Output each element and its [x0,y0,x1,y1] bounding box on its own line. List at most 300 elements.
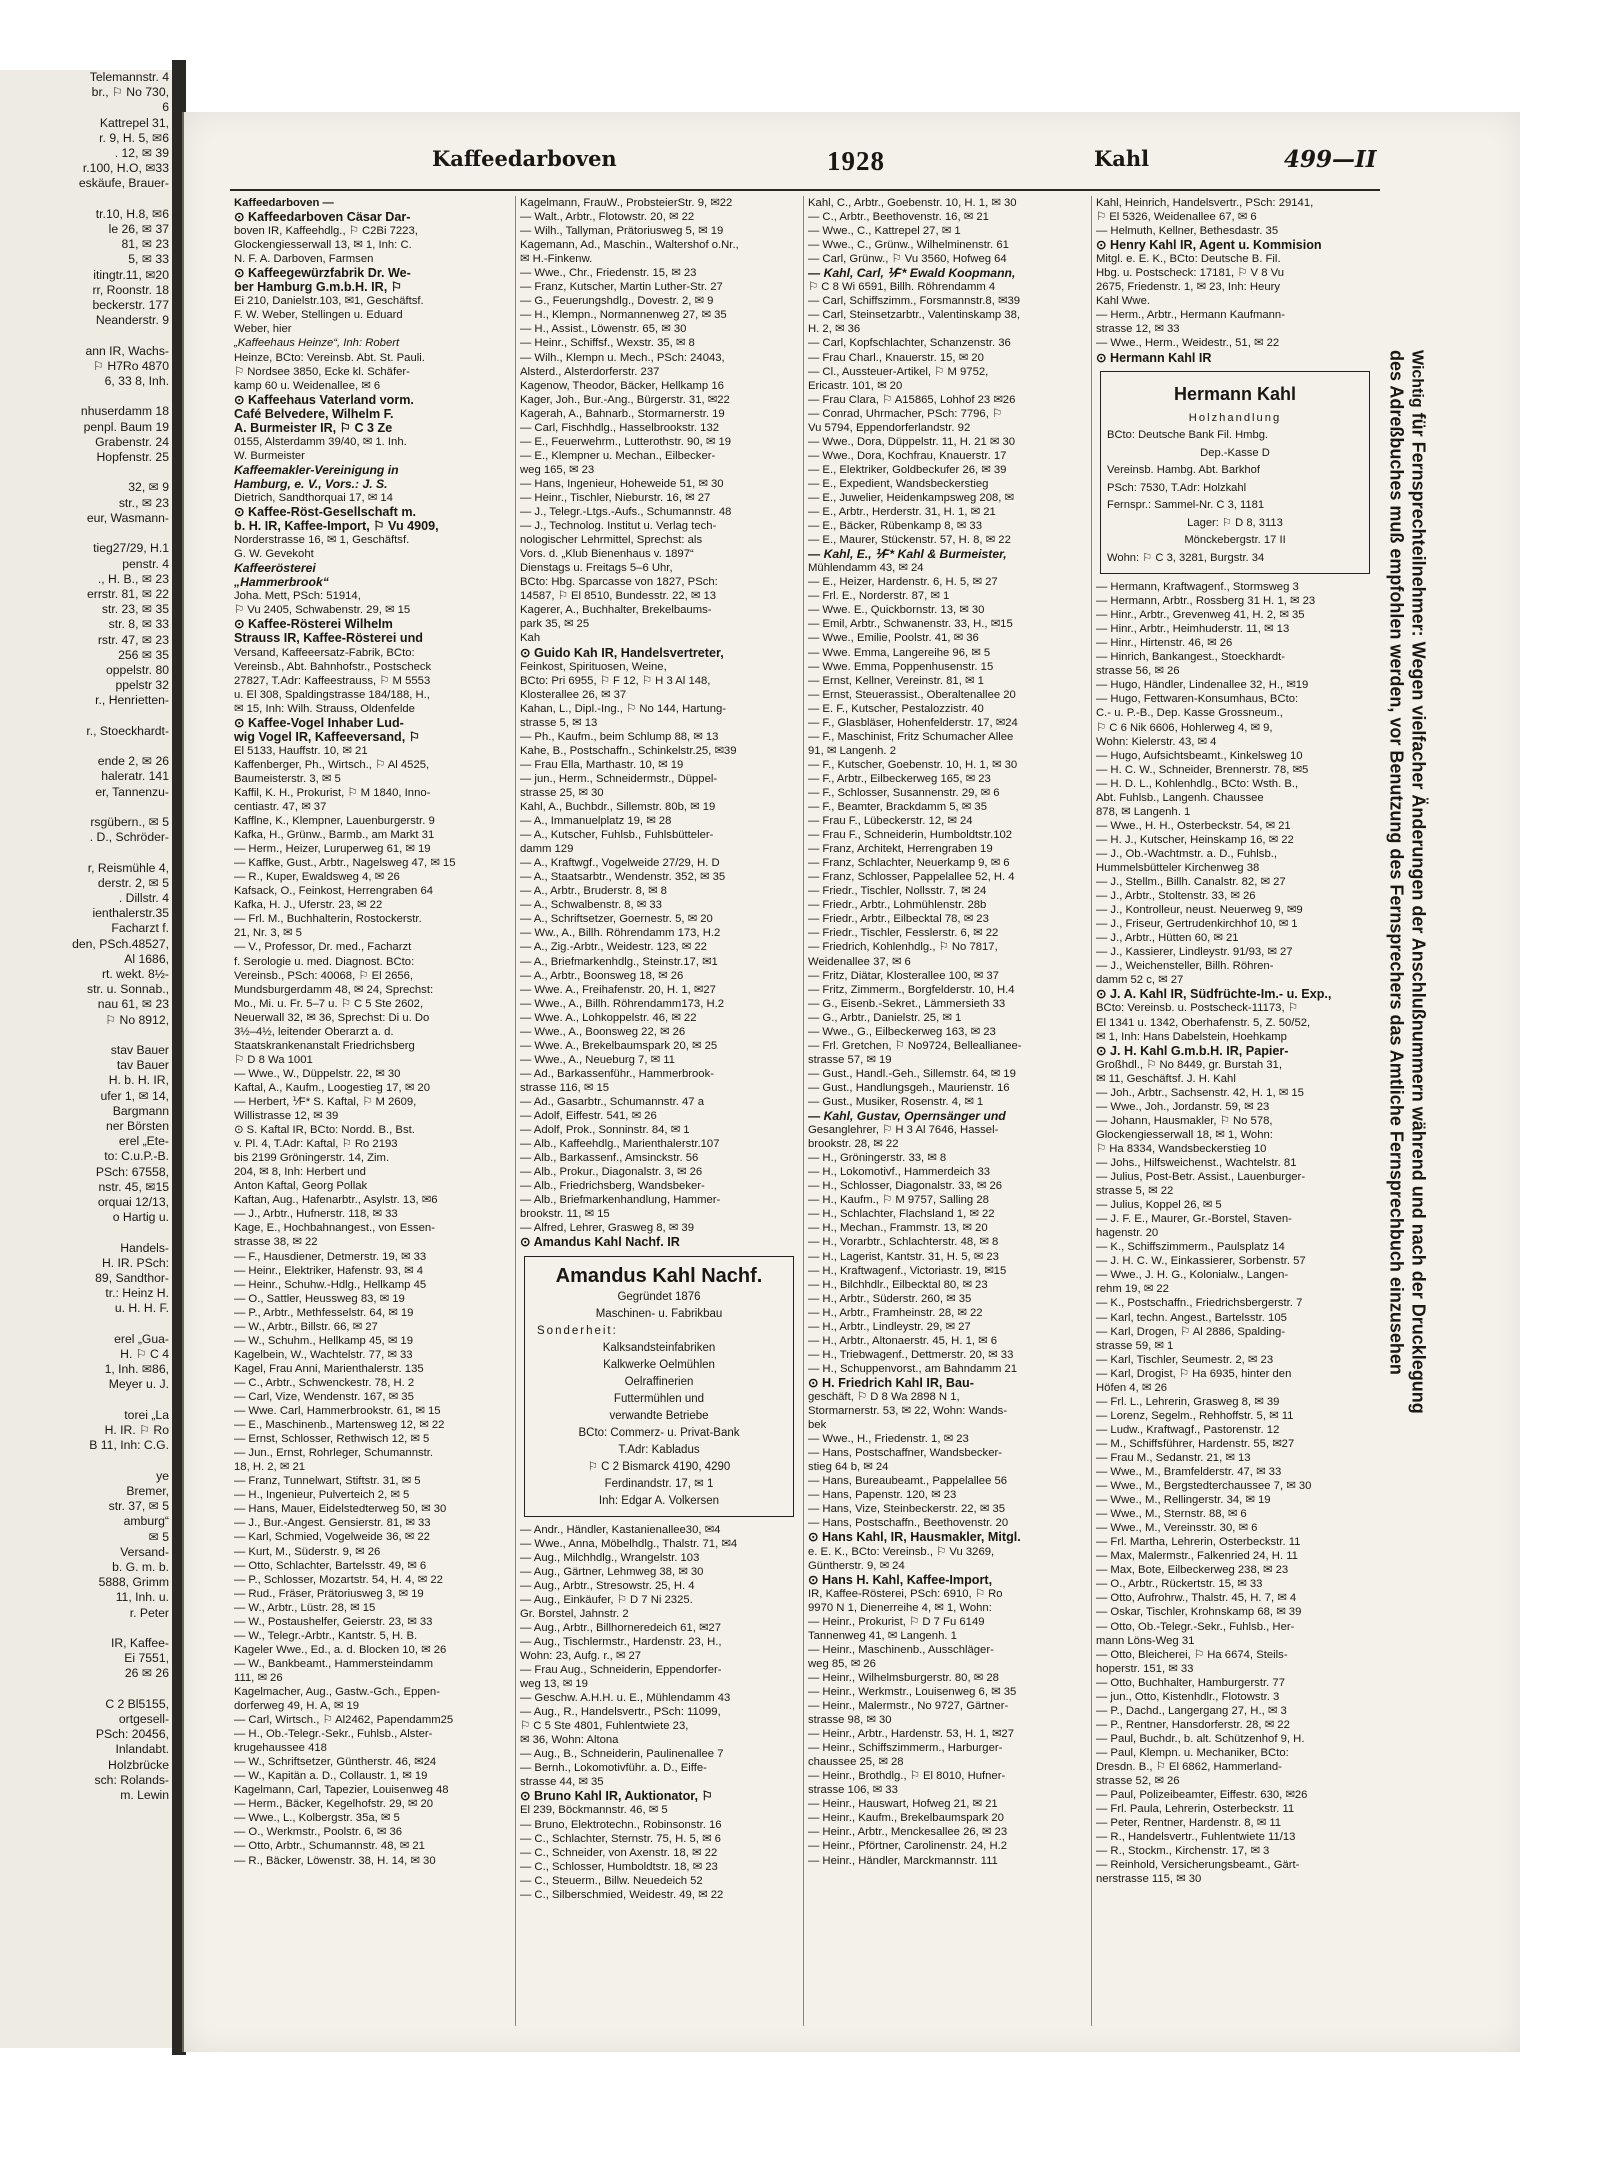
previous-page-line: nau 61, ✉ 23 [97,997,169,1012]
directory-entry-line: — J., Arbtr., Hufnerstr. 118, ✉ 33 [234,1208,398,1221]
previous-page-line [0,1453,172,1468]
directory-entry-line: — Ph., Kaufm., beim Schlump 88, ✉ 13 [520,730,719,743]
previous-page-line: Al 1686, [124,951,169,966]
directory-entry-line: — Kurt, M., Süderstr. 9, ✉ 26 [234,1545,381,1558]
ad-line: Kalkwerke Oelmühlen [603,1358,715,1371]
directory-entry-line: — Aug., Einkäufer, ⚐ D 7 Ni 2325. [520,1593,693,1606]
directory-entry-line: — P., Rentner, Hansdorferstr. 28, ✉ 22 [1096,1718,1290,1731]
previous-page-line: den, PSch.48527, [72,936,169,951]
previous-page-line [0,328,172,343]
directory-entry-line: — Frau Clara, ⚐ A15865, Lohhof 23 ✉26 [808,393,1016,406]
previous-page-line: 32, ✉ 9 [128,480,169,495]
directory-entry-line: — J., Kassierer, Lindleystr. 91/93, ✉ 27 [1096,946,1293,959]
directory-entry-line: Kagel, Frau Anni, Marienthalerstr. 135 [234,1362,424,1375]
directory-entry-line: strasse 12, ✉ 33 [1096,323,1180,336]
directory-entry-line: — Paul, Buchdr., b. alt. Schützenhof 9, H. [1096,1732,1305,1745]
directory-entry-line: — Carl, Vize, Wendenstr. 167, ✉ 35 [234,1390,414,1403]
previous-page-line: 6 [162,100,169,115]
previous-page-line: 89, Sandthor- [95,1271,169,1286]
directory-entry-heading: „Hammerbrook“ [234,575,329,590]
directory-entry-line: — Wwe. A., Lohkoppelstr. 46, ✉ 22 [520,1011,697,1024]
directory-entry-line: — H., Ingenieur, Pulverteich 2, ✉ 5 [234,1489,410,1502]
directory-entry-line: — Hans, Mauer, Eidelstedterweg 50, ✉ 30 [234,1503,447,1516]
previous-page-line: Meyer u. J. [108,1377,169,1392]
ad-line: Fernspr.: Sammel-Nr. C 3, 1181 [1107,499,1265,512]
directory-entry-line: — Aug., Arbtr., Billhorneredeich 61, ✉27 [520,1621,721,1634]
previous-page-line: m. Lewin [120,1787,169,1802]
directory-entry-line: — E., Klempner u. Mechan., Eilbecker- [520,449,716,462]
ad-line: BCto: Commerz- u. Privat-Bank [578,1426,740,1439]
directory-entry-line: — Johann, Hausmakler, ⚐ No 578, [1096,1114,1273,1127]
previous-page-line: nstr. 45, ✉15 [98,1179,169,1194]
directory-entry-line: ⚐ Vu 2405, Schwabenstr. 29, ✉ 15 [234,604,411,617]
previous-page-line: ., H. B., ✉ 23 [97,571,169,586]
directory-entry-line: Kagemann, Ad., Maschin., Waltershof o.Nr., [520,239,739,252]
previous-page-line [0,526,172,541]
directory-entry-line: Glockengiesserwall 13, ✉ 1, Inh: C. [234,239,412,252]
directory-entry-line: — Walt., Arbtr., Flotowstr. 20, ✉ 22 [520,211,695,224]
previous-page-line: Versand- [120,1544,169,1559]
ad-line: T.Adr: Kabladus [618,1443,700,1456]
directory-entry-line: H. 2, ✉ 36 [808,323,861,336]
directory-entry-line: ✉ 36, Wohn: Altona [520,1734,619,1747]
previous-page-line: ppelstr 32 [115,678,169,693]
directory-entry-line: — Paul, Polizeibeamter, Eiffestr. 630, ✉26 [1096,1789,1308,1802]
directory-entry-line: ⚐ C 8 Wi 6591, Billh. Röhrendamm 4 [808,281,996,294]
directory-entry-line: — Ernst, Kellner, Vereinstr. 81, ✉ 1 [808,674,984,687]
previous-page-line: 1, Inh. ✉86, [104,1362,169,1377]
directory-entry-line: — Ludw., Kraftwagf., Pastorenstr. 12 [1096,1423,1280,1436]
previous-page-line: Ei 7551, [124,1651,169,1666]
directory-entry-line: — E., Maurer, Stückenstr. 57, H. 8, ✉ 22 [808,534,1011,547]
previous-page-line: str. 8, ✉ 33 [108,617,169,632]
directory-entry-line: Kagelmacher, Aug., Gastw.-Gch., Eppen- [234,1685,440,1698]
previous-page-line: IR, Kaffee- [110,1635,169,1650]
directory-entry-line: — Lorenz, Segelm., Rehhoffstr. 5, ✉ 11 [1096,1409,1294,1422]
previous-page-line: rt. wekt. 8½- [101,966,169,981]
previous-page-line: ienthalerstr.35 [92,906,169,921]
directory-entry-line: Vereinsb., PSch: 40068, ⚐ El 2656, [234,969,414,982]
directory-entry-line: — H., Kaufm., ⚐ M 9757, Salling 28 [808,1194,989,1207]
directory-entry-heading: Kaffeemakler-Vereinigung in [234,462,399,477]
previous-page-line: 81, ✉ 23 [121,237,169,252]
directory-entry-line: — O., Arbtr., Rückertstr. 15, ✉ 33 [1096,1578,1263,1591]
directory-entry-line: — Wwe., M., Vereinsstr. 30, ✉ 6 [1096,1522,1258,1535]
header-right-keyword: Kahl [1094,146,1150,171]
directory-entry-line: — Otto, Arbtr., Schumannstr. 48, ✉ 21 [234,1840,425,1853]
previous-page-line: B 11, Inh: C.G. [89,1438,169,1453]
directory-entry-line: — Carl, Schiffszimm., Forsmannstr.8, ✉39 [808,295,1021,308]
directory-entry-line: geschäft, ⚐ D 8 Wa 2898 N 1, [808,1390,960,1403]
previous-page-line: oppelstr. 80 [105,662,169,677]
directory-entry-line: — Carl, Grünw., ⚐ Vu 3560, Hofweg 64 [808,253,1007,266]
directory-entry-line: ⚐ C 6 Nik 6606, Hohlerweg 4, ✉ 9, [1096,721,1273,734]
previous-page-line: 256 ✉ 35 [118,647,169,662]
directory-entry-line: — Hans, Vize, Steinbeckerstr. 22, ✉ 35 [808,1503,1006,1516]
directory-entry-line: — Paul, Klempn. u. Mechaniker, BCto: [1096,1746,1289,1759]
notice-keyword: Wichtig [1408,350,1426,408]
directory-entry-line: — A., Arbtr., Boonsweg 18, ✉ 26 [520,969,684,982]
directory-entry-line: ✉ H.-Finkenw. [520,253,593,266]
advertisement-hermann-kahl [1100,371,1370,575]
directory-entry-line: Tannenweg 41, ✉ Langenh. 1 [808,1629,957,1642]
previous-page-line: rr, Roonstr. 18 [92,282,169,297]
directory-entry-line: u. El 308, Spaldingstrasse 184/188, H., [234,688,430,701]
directory-entry-line: — H. C. W., Schneider, Brennerstr. 78, ✉5 [1096,763,1309,776]
directory-entry-heading: ⊙ Hans Kahl, IR, Hausmakler, Mitgl. [808,1530,1021,1545]
directory-entry-heading: ⊙ Henry Kahl IR, Agent u. Kommision [1096,238,1322,253]
previous-page-line: Handels- [120,1240,169,1255]
directory-entry-line: Wohn: Kielerstr. 43, ✉ 4 [1096,735,1217,748]
directory-entry-line: — H., Arbtr., Altonaerstr. 45, H. 1, ✉ 6 [808,1334,998,1347]
directory-entry-line: brookstr. 11, ✉ 15 [520,1208,610,1221]
directory-entry-line: El 5133, Hauffstr. 10, ✉ 21 [234,744,368,757]
directory-entry-line: — A., Schriftsetzer, Goernestr. 5, ✉ 20 [520,913,713,926]
directory-entry-line: — H. D. L., Kohlenhdlg., BCto: Wsth. B., [1096,777,1299,790]
directory-entry-line: strasse 106, ✉ 33 [808,1784,898,1797]
directory-entry-line: — Frl. L., Lehrerin, Grasweg 8, ✉ 39 [1096,1395,1280,1408]
directory-entry-line: f. Serologie u. med. Diagnost. BCto: [234,955,415,968]
previous-page-line: rstr. 47, ✉ 23 [97,632,169,647]
directory-entry-line: — Herm., Heizer, Luruperweg 61, ✉ 19 [234,843,431,856]
column-3 [808,196,1086,1868]
directory-entry-line: — Herbert, ⅟F* S. Kaftal, ⚐ M 2609, [234,1096,417,1108]
directory-entry-line: Heinze, BCto: Vereinsb. Abt. St. Pauli. [234,351,425,364]
directory-entry-heading: ⊙ Hermann Kahl IR [1096,350,1212,365]
advertisement-amandus-kahl [524,1256,794,1517]
directory-entry-line: — Ww., A., Billh. Röhrendamm 173, H.2 [520,927,721,940]
directory-entry-line: — Heinr., Arbtr., Hardenstr. 53, H. 1, ✉27 [808,1728,1014,1741]
directory-entry-line: — Karl, Tischler, Seumestr. 2, ✉ 23 [1096,1353,1274,1366]
directory-entry-line: — F., Schlosser, Susannenstr. 29, ✉ 6 [808,786,1000,799]
directory-entry-line: — Bruno, Elektrotechn., Robinsonstr. 16 [520,1818,722,1831]
ad-line: Futtermühlen und [613,1392,705,1405]
directory-entry-line: W. Burmeister [234,449,305,462]
directory-page [182,112,1520,2052]
directory-entry-line: — H., Mechan., Frammstr. 13, ✉ 20 [808,1222,988,1235]
directory-entry-line: — H., Gröningerstr. 33, ✉ 8 [808,1152,947,1165]
ad-founded: Gegründet 1876 [617,1290,701,1303]
directory-entry-line: — Karl, Drogist, ⚐ Ha 6935, hinter den [1096,1367,1292,1380]
directory-entry-line: bek [808,1419,827,1432]
directory-entry-line: — W., Bankbeamt., Hammersteindamm [234,1657,434,1670]
directory-entry-line: — Wwe., A., Neueburg 7, ✉ 11 [520,1053,675,1066]
directory-entry-line: Norderstrasse 16, ✉ 1, Geschäftsf. [234,534,410,547]
directory-entry-line: — Heinr., Maschinenb., Ausschläger- [808,1643,994,1656]
ad-line: Inh: Edgar A. Volkersen [598,1494,720,1507]
directory-entry-line: — Johs., Hilfsweichenst., Wachtelstr. 81 [1096,1156,1297,1169]
directory-entry-line: — F., Glasbläser, Hohenfelderstr. 17, ✉24 [808,716,1018,729]
directory-entry-line: — J., Ob.-Wachtmstr. a. D., Fuhlsb., [1096,847,1277,860]
directory-entry-line: ✉ 1, Inh: Hans Dabelstein, Hoehkamp [1096,1030,1287,1043]
directory-entry-line: — Wwe., L., Kolbergstr. 35a, ✉ 5 [234,1812,400,1825]
directory-entry-line: Stormarnerstr. 53, ✉ 22, Wohn: Wands- [808,1405,1008,1418]
directory-entry-heading: ⊙ Kaffee-Röst-Gesellschaft m. [234,505,417,520]
previous-page-line: br., ⚐ No 730, [91,85,169,100]
directory-entry-line: Kahl, A., Buchbdr., Sillemstr. 80b, ✉ 19 [520,801,716,814]
previous-page-line [0,800,172,815]
directory-entry-line: — Franz, Schlachter, Neuerkamp 9, ✉ 6 [808,857,1010,870]
directory-entry-line: — Wwe. A., Brekelbaumspark 20, ✉ 25 [520,1039,718,1052]
directory-entry-line: mann Löns-Weg 31 [1096,1634,1195,1647]
previous-page-line: u. H. H. F. [114,1301,169,1316]
directory-entry-line: nologischer Lehrmittel, Sprechst: als [520,534,703,547]
directory-entry-heading: ⊙ Hans H. Kahl, Kaffee-Import, [808,1572,993,1587]
previous-page-line: str., ✉ 23 [118,495,169,510]
directory-entry-line: Mo., Mi. u. Fr. 5–7 u. ⚐ C 5 Ste 2602, [234,997,424,1010]
previous-page-line: Telemannstr. 4 [89,70,169,84]
previous-page-line: b. G. m. b. [112,1559,169,1574]
directory-entry-line: — E., Bäcker, Rübenkamp 8, ✉ 33 [808,520,982,533]
directory-entry-line: — Heinr., Werkmstr., Louisenweg 6, ✉ 35 [808,1685,1017,1698]
directory-entry-line: — R., Kuper, Ewaldsweg 4, ✉ 26 [234,871,400,884]
directory-entry-line: — Hans, Papenstr. 120, ✉ 23 [808,1489,957,1502]
previous-page-line: Holzbrücke [108,1757,169,1772]
directory-entry-line: — A., Kraftwgf., Vogelweide 27/29, H. D [520,857,720,870]
directory-entry-line: — H., Arbtr., Framheinstr. 28, ✉ 22 [808,1306,983,1319]
directory-entry-line: — Alb., Barkassenf., Amsinckstr. 56 [520,1152,699,1165]
ad-line: Dep.-Kasse D [1200,446,1270,459]
previous-page-line: Hopfenstr. 25 [96,450,169,465]
directory-entry-line: — Helmuth, Kellner, Bethesdastr. 35 [1096,225,1279,238]
directory-entry-line: — Cl., Aussteuer-Artikel, ⚐ M 9752, [808,365,989,378]
directory-entry-line: hagenstr. 20 [1096,1227,1159,1240]
directory-entry-line: — Wwe., Dora, Kochfrau, Knauerstr. 17 [808,449,1007,462]
directory-entry-line: 111, ✉ 26 [234,1671,283,1684]
previous-page-line: ⚐ H7Ro 4870 [93,358,169,373]
previous-page-line: . 12, ✉ 39 [114,146,169,161]
directory-entry-line: — G., Feuerungshdlg., Dovestr. 2, ✉ 9 [520,295,714,308]
directory-entry-line: — Heinr., Schiffszimmerm., Harburger- [808,1742,1003,1755]
previous-page-line [0,709,172,724]
directory-entry-line: Glockengiesserwall 18, ✉ 1, Wohn: [1096,1128,1273,1141]
directory-entry-line: — Heinr., Händler, Marckmannstr. 111 [808,1854,998,1867]
directory-entry-line: — Gust., Handl.-Geh., Sillemstr. 64, ✉ 19 [808,1067,1016,1080]
directory-entry-line: Kagerer, A., Buchhalter, Brekelbaums- [520,604,712,617]
directory-entry-line: — H., Assist., Löwenstr. 65, ✉ 30 [520,323,687,336]
previous-page-line: 26 ✉ 26 [124,1666,169,1681]
directory-entry-line: — Wwe., C., Kattrepel 27, ✉ 1 [808,225,961,238]
previous-page-line: r., Henrietten- [95,693,169,708]
directory-entry-line: — Wwe., M., Bramfelderstr. 47, ✉ 33 [1096,1466,1282,1479]
directory-entry-line: — Aug., Arbtr., Stresowstr. 25, H. 4 [520,1579,695,1592]
previous-page-line: Inlandabt. [115,1742,169,1757]
directory-entry-line: — Wwe., M., Sternstr. 88, ✉ 6 [1096,1508,1247,1521]
previous-page-line: erel „Ete- [118,1134,169,1149]
previous-page-line: sch: Rolands- [94,1772,169,1787]
directory-entry-line: Kagelmann, Carl, Tapezier, Louisenweg 48 [234,1784,449,1797]
column-divider [1091,196,1092,2026]
directory-entry-line: Dienstags u. Freitags 5–6 Uhr, [520,562,673,575]
directory-entry-line: — Franz, Schlosser, Pappelallee 52, H. 4 [808,871,1015,884]
directory-entry-line: Ericastr. 101, ✉ 20 [808,379,903,392]
directory-entry-line: — C., Schlosser, Humboldtstr. 18, ✉ 23 [520,1860,718,1873]
directory-entry-line: C.- u. P.-B., Dep. Kasse Grossneum., [1096,707,1283,720]
previous-page-line: ✉ 5 [148,1529,169,1544]
directory-entry-line: 204, ✉ 8, Inh: Herbert und [234,1166,366,1179]
directory-entry-line: 2675, Friedenstr. 1, ✉ 23, Inh: Heury [1096,281,1281,294]
directory-entry-line: 91, ✉ Langenh. 2 [808,744,896,757]
directory-entry-line: Kaftal, A., Kaufm., Loogestieg 17, ✉ 20 [234,1081,430,1094]
directory-entry-line: damm 52 c, ✉ 27 [1096,974,1184,987]
directory-entry-line: Kaffil, K. H., Prokurist, ⚐ M 1840, Inno- [234,786,431,799]
directory-entry-line: — Heinr., Schiffsf., Wexstr. 35, ✉ 8 [520,337,695,350]
directory-entry-line: e. E. K., BCto: Vereinsb., ⚐ Vu 3269, [808,1545,995,1558]
directory-entry-line: — A., Zig.-Arbtr., Weidestr. 123, ✉ 22 [520,941,707,954]
directory-entry-line: Kafsack, O., Feinkost, Herrengraben 64 [234,885,434,898]
directory-entry-line: BCto: Vereinsb. u. Postscheck-11173, ⚐ [1096,1002,1298,1015]
directory-entry-line: — Wwe., Dora, Düppelstr. 11, H. 21 ✉ 30 [808,435,1016,448]
directory-entry-line: Neuerwall 32, ✉ 36, Sprechst: Di u. Do [234,1011,430,1024]
directory-entry-line: — F., Hausdiener, Detmerstr. 19, ✉ 33 [234,1250,427,1263]
directory-entry-line: v. Pl. 4, T.Adr: Kaftal, ⚐ Ro 2193 [234,1138,398,1151]
directory-entry-line: — J. F. E., Maurer, Gr.-Borstel, Staven- [1096,1213,1292,1226]
directory-entry-line: — H., Arbtr., Lindleystr. 29, ✉ 27 [808,1320,971,1333]
previous-page-line: . Dillstr. 4 [118,890,169,905]
directory-entry-line: BCto: Pri 6955, ⚐ F 12, ⚐ H 3 Al 148, [520,674,711,687]
directory-entry-line: — W., Arbtr., Lüstr. 28, ✉ 15 [234,1601,376,1614]
directory-entry-line: — Andr., Händler, Kastanienallee30, ✉4 [520,1523,721,1536]
directory-entry-line: 878, ✉ Langenh. 1 [1096,805,1191,818]
previous-page-line: beckerstr. 177 [92,298,169,313]
ad-title: Hermann Kahl [1173,383,1297,404]
previous-page-line [0,389,172,404]
previous-page-line: Kattrepel 31, [99,115,169,130]
directory-entry-line: damm 129 [520,843,574,856]
directory-entry-line: — Julius, Post-Betr. Assist., Lauenburger- [1096,1171,1306,1184]
directory-entry-line: Baumeisterstr. 3, ✉ 5 [234,772,341,785]
previous-page-line: ufer 1, ✉ 14, [100,1088,169,1103]
directory-entry-line: — W., Kapitän a. D., Collaustr. 1, ✉ 19 [234,1770,428,1783]
directory-entry-line: Mühlendamm 43, ✉ 24 [808,562,924,575]
directory-entry-line: strasse 57, ✉ 19 [808,1053,892,1066]
directory-entry-line: — Otto, Buchhalter, Hamburgerstr. 77 [1096,1676,1285,1689]
directory-entry-line: — H., Ob.-Telegr.-Sekr., Fuhlsb., Alster- [234,1728,433,1741]
directory-entry-line: — R., Stockm., Kirchenstr. 17, ✉ 3 [1096,1845,1270,1858]
directory-entry-line: — Hinr., Arbtr., Grevenweg 41, H. 2, ✉ 35 [1096,609,1305,622]
directory-entry-line: — M., Schiffsführer, Hardenstr. 55, ✉27 [1096,1437,1295,1450]
directory-entry-line: — Joh., Arbtr., Sachsenstr. 42, H. 1, ✉ 15 [1096,1086,1304,1099]
directory-entry-line: — K., Schiffszimmerm., Paulsplatz 14 [1096,1241,1285,1254]
directory-entry-line: — Frau F., Lübeckerstr. 12, ✉ 24 [808,815,973,828]
directory-entry-line: Kageler Wwe., Ed., a. d. Blocken 10, ✉ 26 [234,1643,447,1656]
directory-entry-line: — Hans, Postschaffn., Beethovenstr. 20 [808,1517,1009,1530]
directory-entry-line: — F., Arbtr., Eilbeckerweg 165, ✉ 23 [808,772,991,785]
directory-entry-line: hoperstr. 151, ✉ 33 [1096,1662,1194,1675]
directory-entry-line: bis 2199 Gröningerstr. 14, Zim. [234,1152,390,1165]
directory-entry-line: — Frl. Paula, Lehrerin, Osterbeckstr. 11 [1096,1803,1295,1816]
directory-entry-line: Versand, Kaffeeersatz-Fabrik, BCto: [234,646,415,659]
previous-page-line: H. IR. PSch: [101,1255,169,1270]
directory-entry-line: strasse 25, ✉ 30 [520,786,604,799]
directory-entry-line: — Ad., Gasarbtr., Schumannstr. 47 a [520,1096,704,1108]
directory-entry-line: — Hinr., Arbtr., Heimhuderstr. 11, ✉ 13 [1096,623,1290,636]
directory-entry-line: Wohn: 23, Aufg. r., ✉ 27 [520,1649,642,1662]
directory-entry-line: — C., Steuerm., Billw. Neuedeich 52 [520,1874,703,1887]
directory-entry-line: — Wwe. Carl, Hammerbrookstr. 61, ✉ 15 [234,1405,441,1418]
previous-page-line: H. b. H. IR, [108,1073,169,1088]
ad-line: Lager: ⚐ D 8, 3113 [1187,516,1283,529]
directory-entry-heading: b. H. IR, Kaffee-Import, ⚐ Vu 4909, [234,519,439,534]
directory-entry-line: — Hans, Ingenieur, Hoheweide 51, ✉ 30 [520,477,724,490]
directory-entry-line: — Adolf, Prok., Sonninstr. 84, ✉ 1 [520,1124,690,1137]
column-4 [1096,196,1374,1886]
directory-entry-line: — Aug., R., Handelsvertr., PSch: 11099, [520,1706,721,1719]
directory-entry-line: strasse 38, ✉ 22 [234,1236,318,1249]
previous-page-line: Bargmann [112,1103,169,1118]
directory-entry-line: — J., Friseur, Gertrudenkirchhof 10, ✉ 1 [1096,918,1298,931]
directory-entry-line: — jun., Otto, Kistenhdlr., Flotowstr. 3 [1096,1690,1280,1703]
previous-page-line [0,1621,172,1636]
directory-entry-line: — Wwe. Emma, Poppenhusenstr. 15 [808,660,994,673]
directory-entry-line: — Adolf, Eiffestr. 541, ✉ 26 [520,1110,657,1123]
directory-entry-line: Kage, E., Hochbahnangest., von Essen- [234,1222,435,1235]
previous-page-line: o Hartig u. [112,1210,169,1225]
directory-entry-line: dorferweg 49, H. A, ✉ 19 [234,1700,360,1713]
directory-entry-line: 3½–4½, leitender Oberarzt a. d. [234,1025,394,1038]
directory-entry-line: weg 85, ✉ 26 [808,1657,876,1670]
directory-entry-line: strasse 59, ✉ 1 [1096,1339,1174,1352]
previous-page-line: 6, 33 8, Inh. [104,374,169,389]
directory-entry-line: ✉ 11, Geschäftsf. J. H. Kahl [1096,1072,1236,1085]
directory-entry-line: Kahl, C., Arbtr., Goebenstr. 10, H. 1, ✉ 30 [808,197,1017,209]
directory-entry-line: Hummelsbütteler Kirchenweg 38 [1096,862,1260,874]
directory-entry-line: Mitgl. e. E. K., BCto: Deutsche B. Fil. [1096,253,1281,266]
directory-entry-line: Großhdl., ⚐ No 8449, gr. Burstah 31, [1096,1058,1282,1071]
directory-entry-line: — Wwe., W., Düppelstr. 22, ✉ 30 [234,1067,401,1080]
previous-page-line: C 2 Bl5155, [105,1696,169,1711]
directory-entry-heading: wig Vogel IR, Kaffeeversand, ⚐ [234,729,421,744]
directory-entry-line: — H., Lagerist, Kantstr. 31, H. 5, ✉ 23 [808,1250,999,1263]
directory-entry-line: — Jun., Ernst, Rohrleger, Schumannstr. [234,1447,434,1460]
directory-entry-line: kamp 60 u. Weidenallee, ✉ 6 [234,379,381,392]
directory-entry-line: Willistrasse 12, ✉ 39 [234,1110,339,1123]
directory-entry-line: — Ernst, Schlosser, Rethwisch 12, ✉ 5 [234,1433,430,1446]
directory-entry-line: — Kaffke, Gust., Arbtr., Nagelsweg 47, ✉ 15 [234,857,456,870]
directory-entry-line: Gesanglehrer, ⚐ H 3 Al 7646, Hassel- [808,1124,999,1137]
directory-entry-line: Kafka, H., Grünw., Barmb., am Markt 31 [234,829,435,842]
directory-entry-heading: — Kahl, Carl, ⅟F* Ewald Koopmann, [808,266,1016,281]
directory-entry-line: — A., Arbtr., Bruderstr. 8, ✉ 8 [520,885,667,898]
previous-page-line: Bremer, [126,1483,169,1498]
directory-entry-line: El 1341 u. 1342, Oberhafenstr. 5, Z. 50/52, [1096,1016,1311,1029]
directory-entry-line: — E., Maschinenb., Martensweg 12, ✉ 22 [234,1419,445,1432]
directory-entry-line: — Peter, Rentner, Hardenstr. 8, ✉ 11 [1096,1817,1282,1830]
directory-entry-line: Kaftan, Aug., Hafenarbtr., Asylstr. 13, ✉6 [234,1194,438,1207]
directory-entry-heading: „Kaffeehaus Heinze“, Inh: Robert [234,337,400,350]
directory-entry-line: — Herm., Bäcker, Kegelhofstr. 29, ✉ 20 [234,1798,434,1811]
directory-entry-line: strasse 52, ✉ 26 [1096,1775,1180,1788]
directory-entry-line: — Heinr., Kaufm., Brekelbaumspark 20 [808,1812,1004,1825]
directory-entry-line: — Wwe., M., Rellingerstr. 34, ✉ 19 [1096,1494,1271,1507]
directory-entry-heading: ⊙ H. Friedrich Kahl IR, Bau- [808,1375,974,1390]
directory-entry-line: — H., Arbtr., Süderstr. 260, ✉ 35 [808,1292,972,1305]
directory-entry-line: — A., Schwalbenstr. 8, ✉ 33 [520,899,662,912]
directory-entry-line: — Otto, Aufrohrw., Thalstr. 45, H. 7, ✉ 4 [1096,1592,1297,1605]
directory-entry-line: Kagelmann, FrauW., ProbsteierStr. 9, ✉22 [520,197,733,209]
directory-entry-line: Vors. d. „Klub Bienenhaus v. 1897“ [520,548,694,561]
directory-entry-line: — Ad., Barkassenführ., Hammerbrook- [520,1067,715,1080]
directory-entry-line: 0155, Alsterdamm 39/40, ✉ 1. Inh. [234,435,407,448]
ad-line: BCto: Deutsche Bank Fil. Hmbg. [1107,429,1269,442]
directory-entry-line: — Carl, Steinsetzarbtr., Valentinskamp 38, [808,309,1021,322]
directory-entry-heading: — Kahl, E., ⅟F* Kahl & Burmeister, [808,547,1007,562]
previous-page-line: ann IR, Wachs- [85,343,169,358]
previous-page-line: ye [156,1468,169,1483]
directory-entry-line: weg 165, ✉ 23 [520,463,595,476]
directory-entry-line: — Carl, Fischhdlg., Hasselbrookstr. 132 [520,421,720,434]
previous-page-line: str. u. Sonnab., [87,982,169,997]
